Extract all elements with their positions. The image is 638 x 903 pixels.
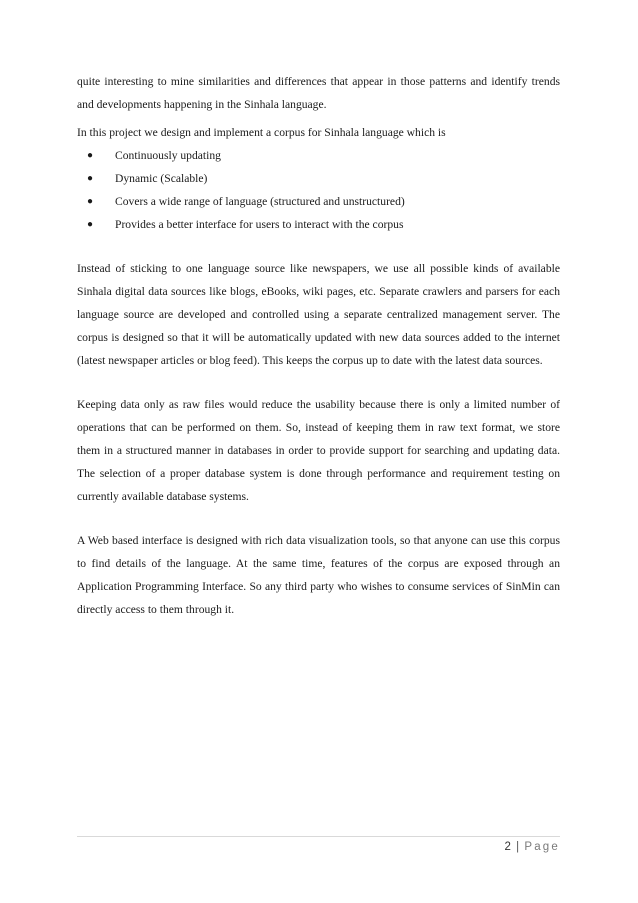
page-label: Page bbox=[524, 841, 560, 853]
bullet-icon: ● bbox=[87, 196, 94, 207]
paragraph-4: Keeping data only as raw files would reduce the usability because there is only a limited number of operations that can be performed on them. So, instead of keeping them in raw text format, we store them in a structured manner in databases in order to provide support for searching and updating data. The selection of a proper database system is done through performance and requirement testing on currently available database systems. bbox=[77, 398, 560, 503]
list-item bbox=[87, 167, 560, 190]
paragraph-1: quite interesting to mine similarities and differences that appear in those patterns and identify trends and developments happening in the Sinhala language. bbox=[77, 75, 560, 111]
page-footer bbox=[505, 841, 560, 853]
paragraph-5: A Web based interface is designed with rich data visualization tools, so that anyone can use this corpus to find details of the language. At the same time, features of the corpus are exposed through an Application Programming Interface. So any third party who wishes to consume services of SinMin can directly access to them through it. bbox=[77, 534, 560, 616]
bullet-icon: ● bbox=[87, 150, 94, 161]
list-item-text: Provides a better interface for users to interact with the corpus bbox=[115, 218, 404, 231]
feature-list bbox=[77, 144, 560, 236]
footer-divider bbox=[77, 836, 560, 837]
list-item bbox=[87, 190, 560, 213]
list-item-text: Continuously updating bbox=[115, 149, 221, 162]
bullet-icon: ● bbox=[87, 173, 94, 184]
paragraph-3: Instead of sticking to one language source like newspapers, we use all possible kinds of available Sinhala digital data sources like blogs, eBooks, wiki pages, etc. Separate crawlers and parsers for each language source are developed and controlled using a separate centralized management server. The corpus is designed so that it will be automatically updated with new data sources added to the internet (latest newspaper articles or blog feed). This keeps the corpus up to date with the latest data sources. bbox=[77, 262, 560, 367]
list-item-text: Covers a wide range of language (structured and unstructured) bbox=[115, 195, 405, 208]
paragraph-2-intro: In this project we design and implement a corpus for Sinhala language which is bbox=[77, 126, 446, 139]
list-item bbox=[87, 144, 560, 167]
page-number: 2 bbox=[504, 841, 511, 853]
footer-separator: | bbox=[516, 841, 520, 853]
list-item-text: Dynamic (Scalable) bbox=[115, 172, 208, 185]
bullet-icon: ● bbox=[87, 219, 94, 230]
list-item bbox=[87, 213, 560, 236]
page-body bbox=[77, 70, 560, 621]
